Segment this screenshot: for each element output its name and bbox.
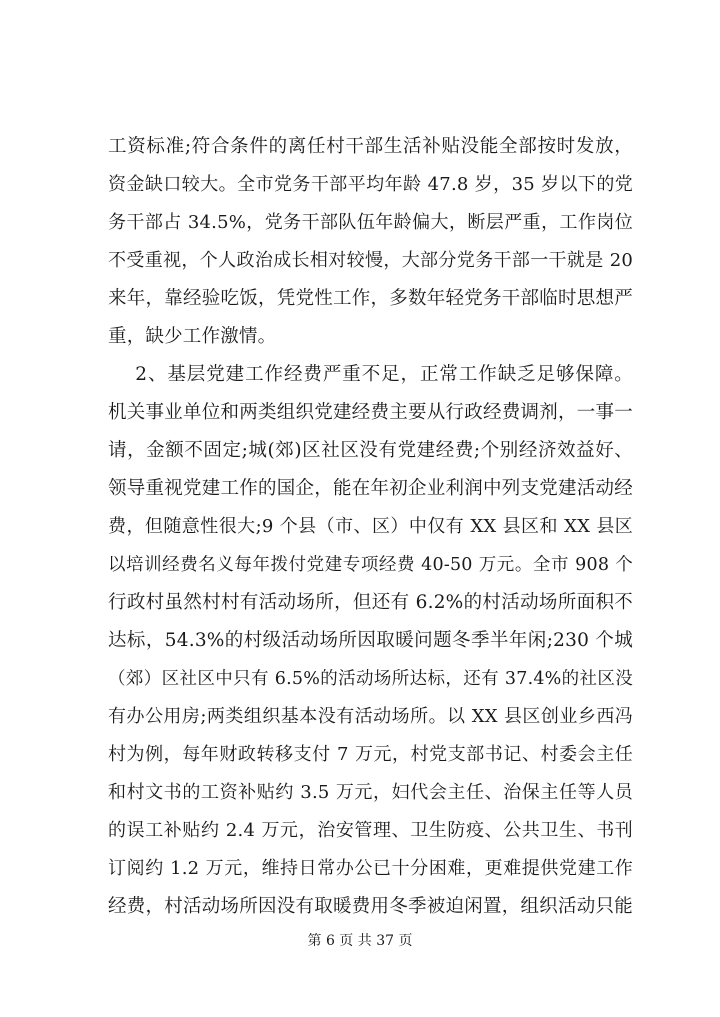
text-line: 经费，村活动场所因没有取暖费用冬季被迫闲置，组织活动只能 <box>108 896 633 917</box>
text-line: 不受重视，个人政治成长相对较慢，大部分党务干部一干就是 20 <box>108 250 633 271</box>
text-line: 工资标准;符合条件的离任村干部生活补贴没能全部按时发放， <box>108 136 633 157</box>
text-line: 重，缺少工作激情。 <box>108 326 277 347</box>
text-line: 领导重视党建工作的国企，能在年初企业利润中列支党建活动经 <box>108 478 633 499</box>
text-line: 机关事业单位和两类组织党建经费主要从行政经费调剂，一事一 <box>108 402 633 423</box>
text-line: 有办公用房;两类组织基本没有活动场所。以 XX 县区创业乡西冯 <box>108 706 633 727</box>
text-line: 务干部占 34.5%，党务干部队伍年龄偏大，断层严重，工作岗位 <box>108 212 633 233</box>
text-line: 费，但随意性很大;9 个县（市、区）中仅有 XX 县区和 XX 县区 <box>108 516 633 537</box>
text-line: 以培训经费名义每年拨付党建专项经费 40-50 万元。全市 908 个 <box>108 555 633 575</box>
text-line: 行政村虽然村村有活动场所，但还有 6.2%的村活动场所面积不 <box>108 592 633 613</box>
text-line: （郊）区社区中只有 6.5%的活动场所达标，还有 37.4%的社区没 <box>108 669 633 689</box>
text-line: 资金缺口较大。全市党务干部平均年龄 47.8 岁，35 岁以下的党 <box>108 174 633 195</box>
page-number-footer: 第 6 页 共 37 页 <box>307 933 413 949</box>
text-line: 达标，54.3%的村级活动场所因取暖问题冬季半年闲;230 个城 <box>108 630 633 651</box>
text-line: 订阅约 1.2 万元，维持日常办公已十分困难，更难提供党建工作 <box>108 858 633 879</box>
text-line: 的误工补贴约 2.4 万元，治安管理、卫生防疫、公共卫生、书刊 <box>108 820 633 841</box>
paragraph-heading-line: 2、基层党建工作经费严重不足，正常工作缺乏足够保障。 <box>108 364 633 385</box>
text-line: 请，金额不固定;城(郊)区社区没有党建经费;个别经济效益好、 <box>108 440 633 461</box>
body-text <box>108 128 633 926</box>
text-line: 村为例，每年财政转移支付 7 万元，村党支部书记、村委会主任 <box>108 744 633 765</box>
text-line: 和村文书的工资补贴约 3.5 万元，妇代会主任、治保主任等人员 <box>108 782 633 803</box>
text-line: 来年，靠经验吃饭，凭党性工作，多数年轻党务干部临时思想严 <box>108 288 633 309</box>
